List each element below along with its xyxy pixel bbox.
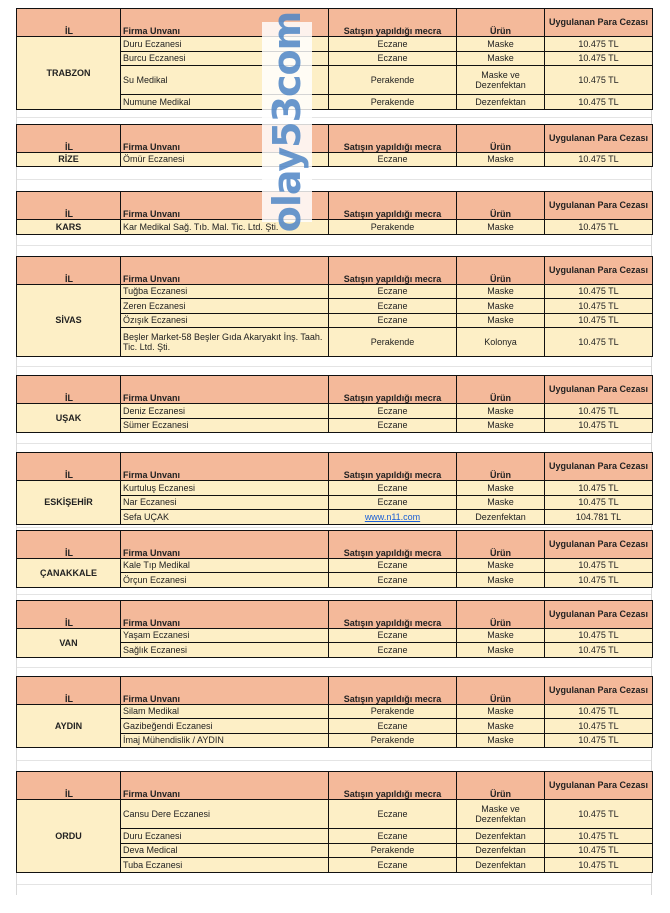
table-header-row	[17, 600, 653, 628]
urun-cell: Maske	[457, 418, 545, 433]
province-name: SİVAS	[17, 284, 121, 357]
mecra-cell: Eczane	[329, 573, 457, 588]
urun-cell: Maske	[457, 299, 545, 314]
province-table	[16, 8, 653, 110]
mecra-cell: Eczane	[329, 481, 457, 496]
firma-cell: Sefa UÇAK	[121, 510, 329, 525]
firma-cell: Tuğba Eczanesi	[121, 284, 329, 299]
header-il: İL	[17, 192, 121, 220]
province-name: RİZE	[17, 152, 121, 167]
ceza-cell: 10.475 TL	[545, 829, 653, 844]
header-firma: Firma Unvanı	[121, 256, 329, 284]
mecra-cell: Eczane	[329, 495, 457, 510]
header-urun: Ürün	[457, 772, 545, 800]
table-row	[17, 284, 653, 299]
urun-cell: Maske	[457, 152, 545, 167]
header-firma: Firma Unvanı	[121, 772, 329, 800]
header-il: İL	[17, 376, 121, 404]
ceza-cell: 10.475 TL	[545, 220, 653, 235]
ceza-cell: 10.475 TL	[545, 858, 653, 873]
mecra-cell: Eczane	[329, 858, 457, 873]
urun-cell: Maske	[457, 558, 545, 573]
header-urun: Ürün	[457, 453, 545, 481]
ceza-cell: 10.475 TL	[545, 733, 653, 748]
table-header-row	[17, 256, 653, 284]
urun-cell: Dezenfektan	[457, 843, 545, 858]
mecra-cell: Eczane	[329, 313, 457, 328]
header-mecra: Satışın yapıldığı mecra	[329, 676, 457, 704]
mecra-cell: Eczane	[329, 37, 457, 52]
urun-cell: Maske	[457, 481, 545, 496]
header-firma: Firma Unvanı	[121, 124, 329, 152]
urun-cell: Maske	[457, 37, 545, 52]
province-table	[16, 124, 653, 168]
firma-cell: Kale Tıp Medikal	[121, 558, 329, 573]
header-urun: Ürün	[457, 9, 545, 37]
province-name: AYDIN	[17, 704, 121, 748]
ceza-cell: 10.475 TL	[545, 313, 653, 328]
mecra-cell: Perakende	[329, 66, 457, 95]
firma-cell: Duru Eczanesi	[121, 37, 329, 52]
header-firma: Firma Unvanı	[121, 676, 329, 704]
urun-cell: Maske	[457, 495, 545, 510]
ceza-cell: 10.475 TL	[545, 284, 653, 299]
table-header-row	[17, 376, 653, 404]
mecra-cell: Eczane	[329, 418, 457, 433]
firma-cell: Sağlık Eczanesi	[121, 643, 329, 658]
province-table	[16, 600, 653, 658]
province-table	[16, 771, 653, 873]
urun-cell: Dezenfektan	[457, 95, 545, 110]
ceza-cell: 10.475 TL	[545, 299, 653, 314]
mecra-cell: Perakende	[329, 95, 457, 110]
firma-cell: Su Medikal	[121, 66, 329, 95]
mecra-cell: Perakende	[329, 220, 457, 235]
header-firma: Firma Unvanı	[121, 192, 329, 220]
section-spacer	[16, 433, 652, 452]
firma-cell: Tuba Eczanesi	[121, 858, 329, 873]
header-urun: Ürün	[457, 600, 545, 628]
firma-cell: Nar Eczanesi	[121, 495, 329, 510]
header-urun: Ürün	[457, 676, 545, 704]
mecra-cell: Perakende	[329, 704, 457, 719]
province-table	[16, 191, 653, 235]
mecra-cell: Eczane	[329, 829, 457, 844]
header-il: İL	[17, 9, 121, 37]
header-ceza: Uygulanan Para Cezası	[545, 600, 653, 628]
header-ceza: Uygulanan Para Cezası	[545, 192, 653, 220]
header-firma: Firma Unvanı	[121, 9, 329, 37]
fine-tables-document	[16, 8, 652, 895]
urun-cell: Maske	[457, 404, 545, 419]
mecra-cell: Perakende	[329, 733, 457, 748]
firma-cell: Deniz Eczanesi	[121, 404, 329, 419]
table-row	[17, 404, 653, 419]
mecra-cell: Eczane	[329, 719, 457, 734]
province-name: KARS	[17, 220, 121, 235]
header-firma: Firma Unvanı	[121, 376, 329, 404]
header-il: İL	[17, 453, 121, 481]
urun-cell: Maske	[457, 573, 545, 588]
header-urun: Ürün	[457, 376, 545, 404]
watermark-text: olay53com	[265, 11, 310, 233]
header-il: İL	[17, 124, 121, 152]
header-firma: Firma Unvanı	[121, 530, 329, 558]
urun-cell: Maske ve Dezenfektan	[457, 66, 545, 95]
province-table	[16, 256, 653, 358]
province-table	[16, 452, 653, 525]
section-spacer	[16, 110, 652, 124]
ceza-cell: 10.475 TL	[545, 495, 653, 510]
header-ceza: Uygulanan Para Cezası	[545, 256, 653, 284]
mecra-cell: Eczane	[329, 800, 457, 829]
header-ceza: Uygulanan Para Cezası	[545, 376, 653, 404]
ceza-cell: 10.475 TL	[545, 719, 653, 734]
header-firma: Firma Unvanı	[121, 453, 329, 481]
section-spacer	[16, 588, 652, 600]
header-ceza: Uygulanan Para Cezası	[545, 9, 653, 37]
ceza-cell: 10.475 TL	[545, 573, 653, 588]
firma-cell: Örçun Eczanesi	[121, 573, 329, 588]
urun-cell: Maske	[457, 51, 545, 66]
header-urun: Ürün	[457, 124, 545, 152]
header-mecra: Satışın yapıldığı mecra	[329, 453, 457, 481]
section-spacer	[16, 873, 652, 895]
header-il: İL	[17, 772, 121, 800]
header-mecra: Satışın yapıldığı mecra	[329, 530, 457, 558]
header-firma: Firma Unvanı	[121, 600, 329, 628]
province-name: TRABZON	[17, 37, 121, 110]
header-mecra: Satışın yapıldığı mecra	[329, 124, 457, 152]
table-row	[17, 220, 653, 235]
mecra-cell: Eczane	[329, 51, 457, 66]
table-row	[17, 37, 653, 52]
mecra-cell: Eczane	[329, 152, 457, 167]
province-name: VAN	[17, 628, 121, 657]
section-spacer	[16, 748, 652, 771]
header-ceza: Uygulanan Para Cezası	[545, 772, 653, 800]
firma-cell: Cansu Dere Eczanesi	[121, 800, 329, 829]
table-row	[17, 800, 653, 829]
header-il: İL	[17, 530, 121, 558]
province-table	[16, 530, 653, 588]
ceza-cell: 10.475 TL	[545, 404, 653, 419]
firma-cell: Duru Eczanesi	[121, 829, 329, 844]
header-urun: Ürün	[457, 192, 545, 220]
ceza-cell: 104.781 TL	[545, 510, 653, 525]
section-spacer	[16, 235, 652, 256]
firma-cell: Kurtuluş Eczanesi	[121, 481, 329, 496]
firma-cell: Zeren Eczanesi	[121, 299, 329, 314]
section-spacer	[16, 658, 652, 676]
header-mecra: Satışın yapıldığı mecra	[329, 256, 457, 284]
ceza-cell: 10.475 TL	[545, 843, 653, 858]
firma-cell: Sümer Eczanesi	[121, 418, 329, 433]
table-row	[17, 704, 653, 719]
urun-cell: Dezenfektan	[457, 510, 545, 525]
firma-cell: Burcu Eczanesi	[121, 51, 329, 66]
ceza-cell: 10.475 TL	[545, 704, 653, 719]
ceza-cell: 10.475 TL	[545, 152, 653, 167]
firma-cell: Silam Medikal	[121, 704, 329, 719]
firma-cell: Gazibeğendi Eczanesi	[121, 719, 329, 734]
section-spacer	[16, 357, 652, 375]
firma-cell: Numune Medikal	[121, 95, 329, 110]
firma-cell: Deva Medical	[121, 843, 329, 858]
ceza-cell: 10.475 TL	[545, 418, 653, 433]
website-link[interactable]: www.n11.com	[364, 511, 421, 522]
table-row	[17, 628, 653, 643]
urun-cell: Dezenfektan	[457, 829, 545, 844]
province-name: ÇANAKKALE	[17, 558, 121, 587]
urun-cell: Maske	[457, 628, 545, 643]
urun-cell: Maske	[457, 704, 545, 719]
firma-cell: Ömür Eczanesi	[121, 152, 329, 167]
mecra-cell: Eczane	[329, 284, 457, 299]
mecra-cell: Eczane	[329, 404, 457, 419]
table-row	[17, 481, 653, 496]
header-mecra: Satışın yapıldığı mecra	[329, 600, 457, 628]
urun-cell: Kolonya	[457, 328, 545, 357]
mecra-cell: Eczane	[329, 643, 457, 658]
table-header-row	[17, 124, 653, 152]
ceza-cell: 10.475 TL	[545, 95, 653, 110]
province-table	[16, 676, 653, 749]
header-mecra: Satışın yapıldığı mecra	[329, 772, 457, 800]
mecra-cell: Eczane	[329, 558, 457, 573]
mecra-cell: Perakende	[329, 328, 457, 357]
header-urun: Ürün	[457, 256, 545, 284]
urun-cell: Maske	[457, 220, 545, 235]
table-header-row	[17, 453, 653, 481]
province-name: ORDU	[17, 800, 121, 873]
header-urun: Ürün	[457, 530, 545, 558]
table-header-row	[17, 9, 653, 37]
urun-cell: Maske	[457, 643, 545, 658]
firma-cell: Beşler Market-58 Beşler Gıda Akaryakıt İnş. Taah. Tic. Ltd. Şti.	[121, 328, 329, 357]
urun-cell: Maske	[457, 719, 545, 734]
table-header-row	[17, 192, 653, 220]
ceza-cell: 10.475 TL	[545, 328, 653, 357]
urun-cell: Dezenfektan	[457, 858, 545, 873]
mecra-cell: Eczane	[329, 299, 457, 314]
firma-cell: Kar Medikal Sağ. Tıb. Mal. Tic. Ltd. Şti.	[121, 220, 329, 235]
table-header-row	[17, 676, 653, 704]
urun-cell: Maske	[457, 733, 545, 748]
table-header-row	[17, 530, 653, 558]
urun-cell: Maske ve Dezenfektan	[457, 800, 545, 829]
mecra-cell	[329, 510, 457, 525]
ceza-cell: 10.475 TL	[545, 643, 653, 658]
section-spacer	[16, 525, 652, 530]
header-mecra: Satışın yapıldığı mecra	[329, 9, 457, 37]
ceza-cell: 10.475 TL	[545, 66, 653, 95]
mecra-cell: Eczane	[329, 628, 457, 643]
province-table	[16, 375, 653, 433]
urun-cell: Maske	[457, 284, 545, 299]
ceza-cell: 10.475 TL	[545, 37, 653, 52]
table-header-row	[17, 772, 653, 800]
header-ceza: Uygulanan Para Cezası	[545, 676, 653, 704]
firma-cell: İmaj Mühendislik / AYDIN	[121, 733, 329, 748]
ceza-cell: 10.475 TL	[545, 800, 653, 829]
header-mecra: Satışın yapıldığı mecra	[329, 192, 457, 220]
header-ceza: Uygulanan Para Cezası	[545, 124, 653, 152]
ceza-cell: 10.475 TL	[545, 51, 653, 66]
header-il: İL	[17, 256, 121, 284]
header-ceza: Uygulanan Para Cezası	[545, 530, 653, 558]
header-il: İL	[17, 676, 121, 704]
table-row	[17, 558, 653, 573]
province-name: UŞAK	[17, 404, 121, 433]
mecra-cell: Perakende	[329, 843, 457, 858]
header-il: İL	[17, 600, 121, 628]
ceza-cell: 10.475 TL	[545, 558, 653, 573]
header-ceza: Uygulanan Para Cezası	[545, 453, 653, 481]
section-spacer	[16, 167, 652, 191]
table-row	[17, 152, 653, 167]
ceza-cell: 10.475 TL	[545, 628, 653, 643]
header-mecra: Satışın yapıldığı mecra	[329, 376, 457, 404]
watermark-logo	[262, 11, 312, 233]
urun-cell: Maske	[457, 313, 545, 328]
firma-cell: Yaşam Eczanesi	[121, 628, 329, 643]
province-name: ESKİŞEHİR	[17, 481, 121, 525]
ceza-cell: 10.475 TL	[545, 481, 653, 496]
firma-cell: Özışık Eczanesi	[121, 313, 329, 328]
